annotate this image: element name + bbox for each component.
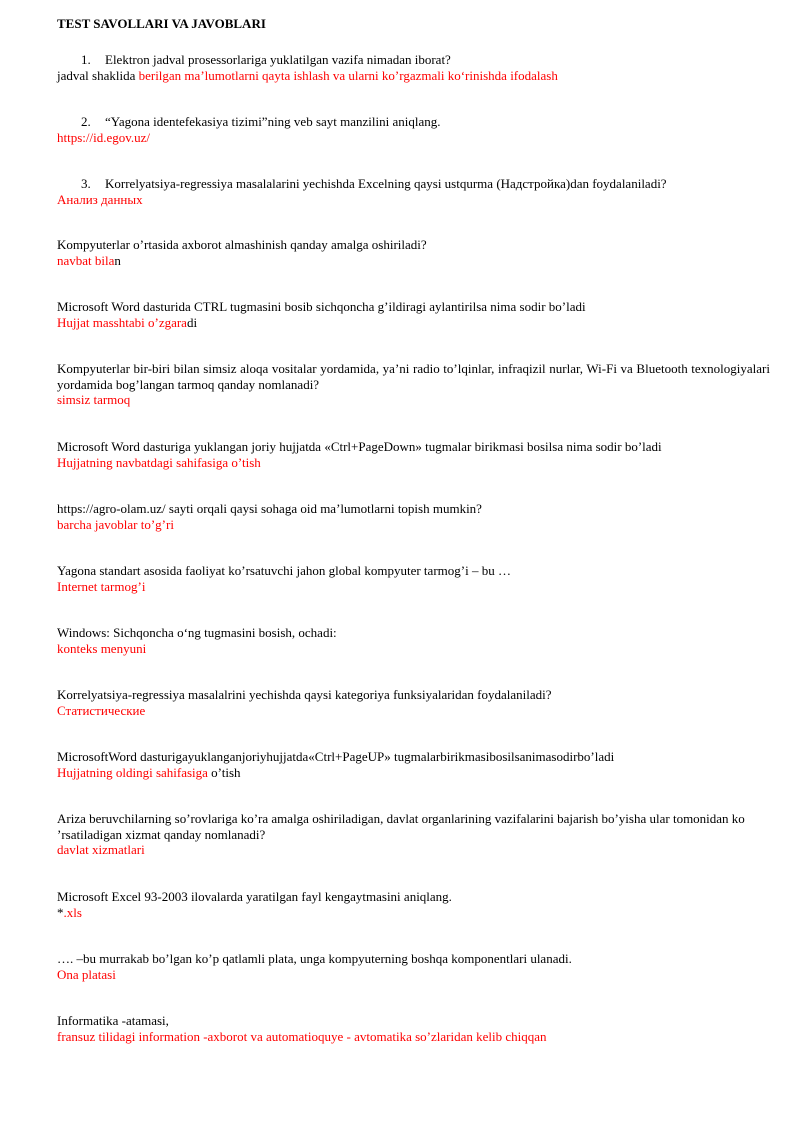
answer-highlight: davlat xizmatlari — [57, 842, 145, 857]
qa-item-9 — [57, 563, 770, 594]
answer-highlight: Анализ данных — [57, 191, 143, 207]
answer-13 — [57, 842, 770, 858]
question-10: Windows: Sichqoncha o‘ng tugmasini bosish, ochadi: — [57, 625, 337, 640]
answer-14 — [57, 905, 770, 921]
answer-prefix: * — [57, 904, 64, 920]
answer-highlight: https://id.egov.uz/ — [57, 129, 151, 145]
answer-1 — [57, 68, 770, 84]
question-8: https://agro-olam.uz/ sayti orqali qaysi sohaga oid ma’lumotlarni topish mumkin? — [57, 501, 482, 516]
answer-highlight: Internet tarmog’i — [57, 578, 146, 594]
question-text: Korrelyatsiya-regressiya masalalarini yechishda Excelning qaysi ustqurma (Надстройка)dan foydalaniladi? — [105, 176, 667, 191]
answer-highlight: barcha javoblar to’g’ri — [57, 516, 174, 532]
qa-item-15 — [57, 951, 770, 982]
answer-3 — [57, 192, 770, 208]
answer-suffix: o’tish — [207, 764, 241, 780]
qa-item-4 — [57, 237, 770, 268]
answer-highlight: .xls — [63, 904, 82, 920]
question-text: “Yagona identefekasiya tizimi”ning veb sayt manzilini aniqlang. — [105, 114, 441, 129]
answer-highlight: fransuz tilidagi information -axborot va automatioquye - avtomatika so’zlaridan kelib chiqqan — [57, 1028, 547, 1044]
question-number: 2. — [81, 114, 91, 129]
question-13: Ariza beruvchilarning so’rovlariga ko’ra amalga oshiriladigan, davlat organlarining vazifalarini bajarish bo’yisha ular tomonidan ko ’rsatiladigan xizmat qanday nomlanadi? — [57, 811, 745, 842]
qa-item-5 — [57, 299, 770, 330]
answer-highlight: Ona platasi — [57, 966, 116, 982]
question-5: Microsoft Word dasturida CTRL tugmasini bosib sichqoncha g’ildiragi aylantirilsa nima sodir bo’ladi — [57, 299, 586, 314]
question-text: Elektron jadval prosessorlariga yuklatilgan vazifa nimadan iborat? — [105, 52, 451, 67]
answer-highlight: berilgan ma’lumotlarni qayta ishlash va ularni ko’rgazmali ko‘rinishda ifodalash — [138, 67, 558, 83]
qa-item-1 — [57, 52, 770, 83]
question-1 — [57, 52, 770, 68]
question-15: …. –bu murrakab bo’lgan ko’p qatlamli plata, unga kompyuterning boshqa komponentlari ulanadi. — [57, 951, 572, 966]
answer-16 — [57, 1029, 770, 1045]
answer-8 — [57, 517, 770, 533]
answer-highlight: Статистические — [57, 702, 146, 718]
answer-15 — [57, 967, 770, 983]
answer-highlight: Hujjatning oldingi sahifasiga — [57, 764, 208, 780]
answer-highlight: navbat bila — [57, 252, 115, 268]
document-page — [57, 16, 770, 1044]
question-11: Korrelyatsiya-regressiya masalalrini yechishda qaysi kategoriya funksiyalaridan foydalaniladi? — [57, 687, 552, 702]
qa-item-12 — [57, 749, 770, 780]
answer-2 — [57, 130, 770, 146]
question-3 — [57, 176, 770, 192]
answer-highlight: Hujjat masshtabi o’zgara — [57, 314, 187, 330]
qa-item-6 — [57, 361, 770, 408]
qa-item-8 — [57, 501, 770, 532]
answer-6 — [57, 392, 770, 408]
answer-highlight: Hujjatning navbatdagi sahifasiga o’tish — [57, 454, 261, 470]
answer-9 — [57, 579, 770, 595]
question-number: 3. — [81, 176, 91, 191]
question-16: Informatika -atamasi, — [57, 1013, 169, 1028]
question-6: Kompyuterlar bir-biri bilan simsiz aloqa vositalar yordamida, ya’ni radio to’lqinlar, infraqizil nurlar, Wi-Fi va Bluetooth texnologiyalari yordamida bog’langan tarmoq qanday nomlanadi? — [57, 361, 770, 392]
qa-item-10 — [57, 625, 770, 656]
question-14: Microsoft Excel 93-2003 ilovalarda yaratilgan fayl kengaytmasini aniqlang. — [57, 889, 452, 904]
answer-highlight: konteks menyuni — [57, 640, 147, 656]
qa-item-11 — [57, 687, 770, 718]
qa-item-7 — [57, 439, 770, 470]
qa-item-13 — [57, 811, 770, 858]
question-2 — [57, 114, 770, 130]
answer-prefix: jadval shaklida — [57, 67, 139, 83]
answer-suffix: n — [114, 252, 121, 268]
answer-4 — [57, 253, 770, 269]
qa-item-3 — [57, 176, 770, 207]
question-7: Microsoft Word dasturiga yuklangan joriy hujjatda «Ctrl+PageDown» tugmalar birikmasi bosilsa nima sodir bo’ladi — [57, 439, 662, 454]
answer-suffix: di — [186, 314, 198, 330]
answer-11 — [57, 703, 770, 719]
question-12: MicrosoftWord dasturigayuklanganjoriyhujjatda«Ctrl+PageUP» tugmalarbirikmasibosilsanimasodirbo’ladi — [57, 749, 615, 764]
question-4: Kompyuterlar o’rtasida axborot almashinish qanday amalga oshiriladi? — [57, 237, 427, 252]
answer-10 — [57, 641, 770, 657]
qa-item-16 — [57, 1013, 770, 1044]
question-number: 1. — [81, 52, 91, 67]
answer-7 — [57, 455, 770, 471]
answer-highlight: simsiz tarmoq — [57, 392, 131, 407]
document-title: TEST SAVOLLARI VA JAVOBLARI — [57, 16, 266, 31]
qa-item-2 — [57, 114, 770, 145]
qa-item-14 — [57, 889, 770, 920]
question-9: Yagona standart asosida faoliyat ko’rsatuvchi jahon global kompyuter tarmog’i – bu … — [57, 563, 511, 578]
answer-5 — [57, 315, 770, 331]
answer-12 — [57, 765, 770, 781]
